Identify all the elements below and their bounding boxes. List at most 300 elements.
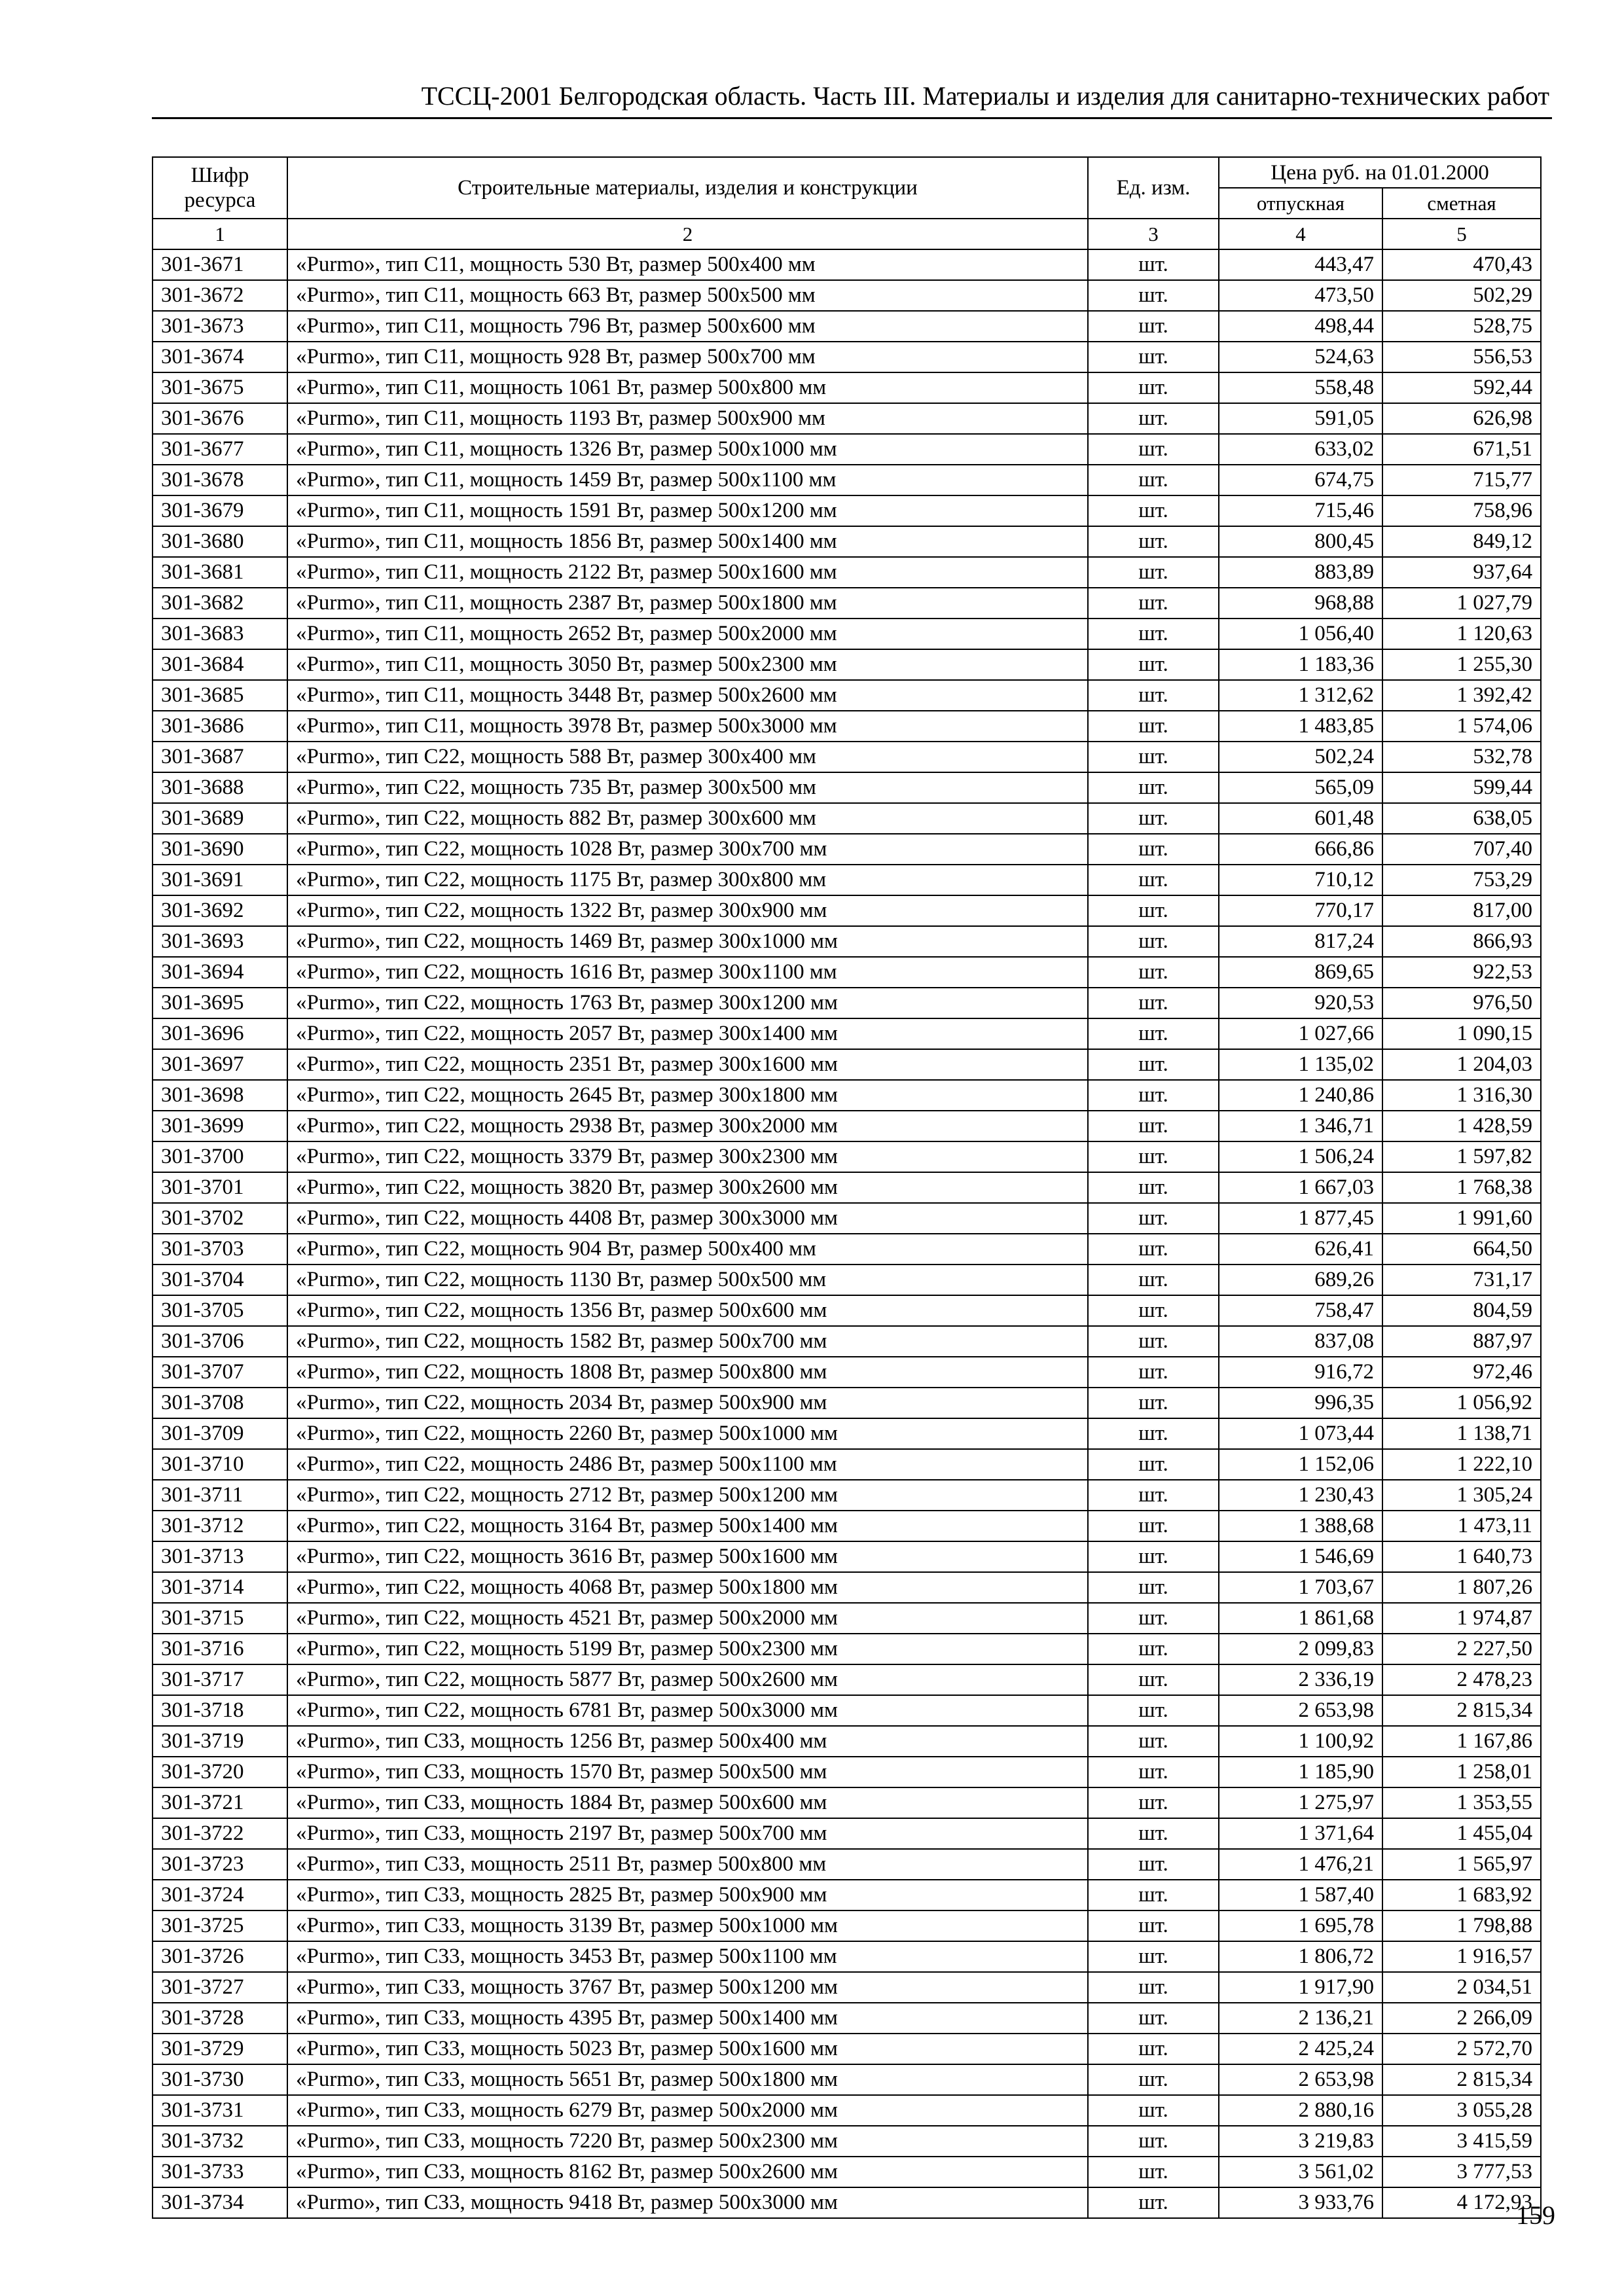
page-number: 159 [1516, 2200, 1555, 2230]
unit: шт. [1088, 1787, 1219, 1818]
material-name: «Purmo», тип С33, мощность 1256 Вт, размер 500х400 мм [287, 1726, 1088, 1757]
resource-code: 301-3710 [153, 1449, 287, 1480]
resource-code: 301-3712 [153, 1511, 287, 1541]
estimate-price: 1 056,92 [1382, 1388, 1541, 1418]
material-name: «Purmo», тип С33, мощность 3767 Вт, размер 500х1200 мм [287, 1972, 1088, 2003]
table-row [153, 2095, 1541, 2126]
estimate-price: 817,00 [1382, 895, 1541, 926]
table-row [153, 557, 1541, 588]
estimate-price: 1 120,63 [1382, 619, 1541, 649]
unit: шт. [1088, 311, 1219, 342]
resource-code: 301-3687 [153, 742, 287, 772]
estimate-price: 715,77 [1382, 465, 1541, 495]
table-row [153, 2157, 1541, 2187]
unit: шт. [1088, 1511, 1219, 1541]
table-row [153, 1203, 1541, 1234]
unit: шт. [1088, 772, 1219, 803]
estimate-price: 3 777,53 [1382, 2157, 1541, 2187]
material-name: «Purmo», тип С22, мощность 2034 Вт, размер 500х900 мм [287, 1388, 1088, 1418]
material-name: «Purmo», тип С33, мощность 5651 Вт, размер 500х1800 мм [287, 2064, 1088, 2095]
material-name: «Purmo», тип С11, мощность 2122 Вт, размер 500х1600 мм [287, 557, 1088, 588]
material-name: «Purmo», тип С33, мощность 2511 Вт, размер 500х800 мм [287, 1849, 1088, 1880]
estimate-price: 2 572,70 [1382, 2034, 1541, 2064]
table-row [153, 1449, 1541, 1480]
material-name: «Purmo», тип С22, мощность 1130 Вт, размер 500х500 мм [287, 1265, 1088, 1295]
estimate-price: 502,29 [1382, 280, 1541, 311]
table-row [153, 1664, 1541, 1695]
table-row [153, 2187, 1541, 2218]
unit: шт. [1088, 865, 1219, 895]
estimate-price: 532,78 [1382, 742, 1541, 772]
table-row [153, 311, 1541, 342]
unit: шт. [1088, 1572, 1219, 1603]
release-price: 2 425,24 [1219, 2034, 1382, 2064]
release-price: 1 695,78 [1219, 1910, 1382, 1941]
resource-code: 301-3709 [153, 1418, 287, 1449]
material-name: «Purmo», тип С22, мощность 1028 Вт, размер 300х700 мм [287, 834, 1088, 865]
release-price: 1 476,21 [1219, 1849, 1382, 1880]
release-price: 2 653,98 [1219, 2064, 1382, 2095]
resource-code: 301-3681 [153, 557, 287, 588]
estimate-price: 1 916,57 [1382, 1941, 1541, 1972]
table-row [153, 1480, 1541, 1511]
unit: шт. [1088, 1418, 1219, 1449]
table-row [153, 249, 1541, 280]
unit: шт. [1088, 1172, 1219, 1203]
resource-code: 301-3711 [153, 1480, 287, 1511]
table-row [153, 1541, 1541, 1572]
estimate-price: 866,93 [1382, 926, 1541, 957]
resource-code: 301-3678 [153, 465, 287, 495]
table-row [153, 1295, 1541, 1326]
estimate-price: 1 768,38 [1382, 1172, 1541, 1203]
unit: шт. [1088, 2187, 1219, 2218]
table-row [153, 1049, 1541, 1080]
table-row [153, 865, 1541, 895]
unit: шт. [1088, 1049, 1219, 1080]
release-price: 1 240,86 [1219, 1080, 1382, 1111]
release-price: 2 336,19 [1219, 1664, 1382, 1695]
material-name: «Purmo», тип С22, мощность 2645 Вт, размер 300х1800 мм [287, 1080, 1088, 1111]
material-name: «Purmo», тип С22, мощность 2260 Вт, размер 500х1000 мм [287, 1418, 1088, 1449]
table-row [153, 988, 1541, 1018]
release-price: 1 546,69 [1219, 1541, 1382, 1572]
estimate-price: 2 227,50 [1382, 1634, 1541, 1664]
table-row [153, 1111, 1541, 1141]
estimate-price: 2 815,34 [1382, 1695, 1541, 1726]
material-name: «Purmo», тип С11, мощность 1061 Вт, размер 500х800 мм [287, 372, 1088, 403]
table-row [153, 1695, 1541, 1726]
resource-code: 301-3695 [153, 988, 287, 1018]
unit: шт. [1088, 680, 1219, 711]
table-row [153, 2126, 1541, 2157]
unit: шт. [1088, 1357, 1219, 1388]
material-name: «Purmo», тип С22, мощность 2486 Вт, размер 500х1100 мм [287, 1449, 1088, 1480]
estimate-price: 1 392,42 [1382, 680, 1541, 711]
release-price: 920,53 [1219, 988, 1382, 1018]
release-price: 1 917,90 [1219, 1972, 1382, 2003]
release-price: 883,89 [1219, 557, 1382, 588]
estimate-price: 753,29 [1382, 865, 1541, 895]
unit: шт. [1088, 1910, 1219, 1941]
release-price: 1 135,02 [1219, 1049, 1382, 1080]
material-name: «Purmo», тип С22, мощность 3379 Вт, размер 300х2300 мм [287, 1141, 1088, 1172]
material-name: «Purmo», тип С11, мощность 1193 Вт, размер 500х900 мм [287, 403, 1088, 434]
estimate-price: 599,44 [1382, 772, 1541, 803]
table-row [153, 1080, 1541, 1111]
resource-code: 301-3700 [153, 1141, 287, 1172]
material-name: «Purmo», тип С11, мощность 2387 Вт, размер 500х1800 мм [287, 588, 1088, 619]
estimate-price: 1 222,10 [1382, 1449, 1541, 1480]
table-row [153, 495, 1541, 526]
estimate-price: 528,75 [1382, 311, 1541, 342]
material-name: «Purmo», тип С11, мощность 928 Вт, размер 500х700 мм [287, 342, 1088, 372]
resource-code: 301-3716 [153, 1634, 287, 1664]
estimate-price: 2 478,23 [1382, 1664, 1541, 1695]
resource-code: 301-3733 [153, 2157, 287, 2187]
unit: шт. [1088, 2095, 1219, 2126]
estimate-price: 1 258,01 [1382, 1757, 1541, 1787]
table-row [153, 1572, 1541, 1603]
estimate-price: 1 597,82 [1382, 1141, 1541, 1172]
table-row [153, 1234, 1541, 1265]
unit: шт. [1088, 895, 1219, 926]
material-name: «Purmo», тип С33, мощность 9418 Вт, размер 500х3000 мм [287, 2187, 1088, 2218]
unit: шт. [1088, 1388, 1219, 1418]
unit: шт. [1088, 957, 1219, 988]
table-row [153, 772, 1541, 803]
table-row [153, 465, 1541, 495]
material-name: «Purmo», тип С22, мощность 3164 Вт, размер 500х1400 мм [287, 1511, 1088, 1541]
unit: шт. [1088, 280, 1219, 311]
resource-code: 301-3689 [153, 803, 287, 834]
resource-code: 301-3732 [153, 2126, 287, 2157]
resource-code: 301-3705 [153, 1295, 287, 1326]
unit: шт. [1088, 1449, 1219, 1480]
material-name: «Purmo», тип С33, мощность 2197 Вт, размер 500х700 мм [287, 1818, 1088, 1849]
release-price: 1 877,45 [1219, 1203, 1382, 1234]
material-name: «Purmo», тип С22, мощность 3616 Вт, размер 500х1600 мм [287, 1541, 1088, 1572]
release-price: 1 346,71 [1219, 1111, 1382, 1141]
table-row [153, 1941, 1541, 1972]
header-unit: Ед. изм. [1088, 157, 1219, 219]
resource-code: 301-3713 [153, 1541, 287, 1572]
material-name: «Purmo», тип С11, мощность 3448 Вт, размер 500х2600 мм [287, 680, 1088, 711]
release-price: 1 587,40 [1219, 1880, 1382, 1910]
estimate-price: 731,17 [1382, 1265, 1541, 1295]
resource-code: 301-3723 [153, 1849, 287, 1880]
resource-code: 301-3703 [153, 1234, 287, 1265]
material-name: «Purmo», тип С33, мощность 8162 Вт, размер 500х2600 мм [287, 2157, 1088, 2187]
unit: шт. [1088, 926, 1219, 957]
estimate-price: 972,46 [1382, 1357, 1541, 1388]
release-price: 1 230,43 [1219, 1480, 1382, 1511]
material-name: «Purmo», тип С33, мощность 4395 Вт, размер 500х1400 мм [287, 2003, 1088, 2034]
material-name: «Purmo», тип С22, мощность 1616 Вт, размер 300х1100 мм [287, 957, 1088, 988]
material-name: «Purmo», тип С22, мощность 2057 Вт, размер 300х1400 мм [287, 1018, 1088, 1049]
material-name: «Purmo», тип С22, мощность 1582 Вт, размер 500х700 мм [287, 1326, 1088, 1357]
table-row [153, 1141, 1541, 1172]
material-name: «Purmo», тип С22, мощность 2351 Вт, размер 300х1600 мм [287, 1049, 1088, 1080]
unit: шт. [1088, 1603, 1219, 1634]
header-release-price: отпускная [1219, 188, 1382, 219]
material-name: «Purmo», тип С33, мощность 1570 Вт, размер 500х500 мм [287, 1757, 1088, 1787]
estimate-price: 1 974,87 [1382, 1603, 1541, 1634]
resource-code: 301-3682 [153, 588, 287, 619]
table-row [153, 1849, 1541, 1880]
table-row [153, 926, 1541, 957]
material-name: «Purmo», тип С22, мощность 4408 Вт, размер 300х3000 мм [287, 1203, 1088, 1234]
estimate-price: 4 172,93 [1382, 2187, 1541, 2218]
release-price: 2 099,83 [1219, 1634, 1382, 1664]
table-row [153, 1357, 1541, 1388]
unit: шт. [1088, 2064, 1219, 2095]
unit: шт. [1088, 2157, 1219, 2187]
release-price: 2 653,98 [1219, 1695, 1382, 1726]
unit: шт. [1088, 649, 1219, 680]
release-price: 674,75 [1219, 465, 1382, 495]
release-price: 626,41 [1219, 1234, 1382, 1265]
release-price: 443,47 [1219, 249, 1382, 280]
resource-code: 301-3722 [153, 1818, 287, 1849]
table-row [153, 803, 1541, 834]
resource-code: 301-3674 [153, 342, 287, 372]
release-price: 1 073,44 [1219, 1418, 1382, 1449]
resource-code: 301-3729 [153, 2034, 287, 2064]
table-row [153, 403, 1541, 434]
table-row [153, 1880, 1541, 1910]
resource-code: 301-3724 [153, 1880, 287, 1910]
table-row [153, 1726, 1541, 1757]
material-name: «Purmo», тип С11, мощность 3978 Вт, размер 500х3000 мм [287, 711, 1088, 742]
resource-code: 301-3727 [153, 1972, 287, 2003]
unit: шт. [1088, 1326, 1219, 1357]
table-row [153, 588, 1541, 619]
material-name: «Purmo», тип С33, мощность 3139 Вт, размер 500х1000 мм [287, 1910, 1088, 1941]
unit: шт. [1088, 1141, 1219, 1172]
unit: шт. [1088, 1080, 1219, 1111]
material-name: «Purmo», тип С11, мощность 1326 Вт, размер 500х1000 мм [287, 434, 1088, 465]
material-name: «Purmo», тип С22, мощность 588 Вт, размер 300х400 мм [287, 742, 1088, 772]
resource-code: 301-3672 [153, 280, 287, 311]
table-row [153, 2034, 1541, 2064]
material-name: «Purmo», тип С11, мощность 2652 Вт, размер 500х2000 мм [287, 619, 1088, 649]
resource-code: 301-3704 [153, 1265, 287, 1295]
resource-code: 301-3691 [153, 865, 287, 895]
release-price: 1 806,72 [1219, 1941, 1382, 1972]
resource-code: 301-3698 [153, 1080, 287, 1111]
release-price: 770,17 [1219, 895, 1382, 926]
release-price: 633,02 [1219, 434, 1382, 465]
release-price: 689,26 [1219, 1265, 1382, 1295]
estimate-price: 470,43 [1382, 249, 1541, 280]
estimate-price: 1 798,88 [1382, 1910, 1541, 1941]
table-row [153, 2064, 1541, 2095]
table-row [153, 834, 1541, 865]
unit: шт. [1088, 1480, 1219, 1511]
estimate-price: 922,53 [1382, 957, 1541, 988]
table-row [153, 1910, 1541, 1941]
table-row [153, 680, 1541, 711]
resource-code: 301-3707 [153, 1357, 287, 1388]
material-name: «Purmo», тип С22, мощность 904 Вт, размер 500х400 мм [287, 1234, 1088, 1265]
estimate-price: 804,59 [1382, 1295, 1541, 1326]
table-row [153, 372, 1541, 403]
unit: шт. [1088, 434, 1219, 465]
resource-code: 301-3734 [153, 2187, 287, 2218]
header-name: Строительные материалы, изделия и конструкции [287, 157, 1088, 219]
resource-code: 301-3702 [153, 1203, 287, 1234]
resource-code: 301-3714 [153, 1572, 287, 1603]
material-name: «Purmo», тип С22, мощность 3820 Вт, размер 300х2600 мм [287, 1172, 1088, 1203]
column-number: 4 [1219, 219, 1382, 249]
material-name: «Purmo», тип С22, мощность 1763 Вт, размер 300х1200 мм [287, 988, 1088, 1018]
resource-code: 301-3692 [153, 895, 287, 926]
material-name: «Purmo», тип С11, мощность 1591 Вт, размер 500х1200 мм [287, 495, 1088, 526]
release-price: 1 861,68 [1219, 1603, 1382, 1634]
material-name: «Purmo», тип С33, мощность 2825 Вт, размер 500х900 мм [287, 1880, 1088, 1910]
release-price: 1 275,97 [1219, 1787, 1382, 1818]
estimate-price: 1 574,06 [1382, 711, 1541, 742]
unit: шт. [1088, 1849, 1219, 1880]
resource-code: 301-3721 [153, 1787, 287, 1818]
column-number: 5 [1382, 219, 1541, 249]
estimate-price: 1 255,30 [1382, 649, 1541, 680]
material-name: «Purmo», тип С33, мощность 1884 Вт, размер 500х600 мм [287, 1787, 1088, 1818]
release-price: 666,86 [1219, 834, 1382, 865]
release-price: 1 506,24 [1219, 1141, 1382, 1172]
release-price: 2 136,21 [1219, 2003, 1382, 2034]
estimate-price: 1 138,71 [1382, 1418, 1541, 1449]
table-row [153, 280, 1541, 311]
estimate-price: 1 353,55 [1382, 1787, 1541, 1818]
resource-code: 301-3699 [153, 1111, 287, 1141]
resource-code: 301-3728 [153, 2003, 287, 2034]
unit: шт. [1088, 526, 1219, 557]
resource-code: 301-3708 [153, 1388, 287, 1418]
material-name: «Purmo», тип С33, мощность 6279 Вт, размер 500х2000 мм [287, 2095, 1088, 2126]
material-name: «Purmo», тип С22, мощность 5877 Вт, размер 500х2600 мм [287, 1664, 1088, 1695]
estimate-price: 849,12 [1382, 526, 1541, 557]
release-price: 715,46 [1219, 495, 1382, 526]
header-code: Шифр ресурса [153, 157, 287, 219]
resource-code: 301-3671 [153, 249, 287, 280]
release-price: 1 152,06 [1219, 1449, 1382, 1480]
resource-code: 301-3677 [153, 434, 287, 465]
release-price: 758,47 [1219, 1295, 1382, 1326]
estimate-price: 2 034,51 [1382, 1972, 1541, 2003]
unit: шт. [1088, 1295, 1219, 1326]
unit: шт. [1088, 1726, 1219, 1757]
resource-code: 301-3676 [153, 403, 287, 434]
estimate-price: 1 428,59 [1382, 1111, 1541, 1141]
release-price: 601,48 [1219, 803, 1382, 834]
estimate-price: 887,97 [1382, 1326, 1541, 1357]
release-price: 837,08 [1219, 1326, 1382, 1357]
table-row [153, 1787, 1541, 1818]
material-name: «Purmo», тип С22, мощность 4068 Вт, размер 500х1800 мм [287, 1572, 1088, 1603]
unit: шт. [1088, 619, 1219, 649]
unit: шт. [1088, 2126, 1219, 2157]
release-price: 565,09 [1219, 772, 1382, 803]
page-header-title: ТССЦ-2001 Белгородская область. Часть III. Материалы и изделия для санитарно-технических работ [421, 81, 1549, 111]
resource-code: 301-3730 [153, 2064, 287, 2095]
table-row [153, 1603, 1541, 1634]
material-name: «Purmo», тип С11, мощность 1856 Вт, размер 500х1400 мм [287, 526, 1088, 557]
resource-code: 301-3675 [153, 372, 287, 403]
resource-code: 301-3725 [153, 1910, 287, 1941]
table-row [153, 1818, 1541, 1849]
resource-code: 301-3685 [153, 680, 287, 711]
resource-code: 301-3696 [153, 1018, 287, 1049]
unit: шт. [1088, 1634, 1219, 1664]
release-price: 1 483,85 [1219, 711, 1382, 742]
unit: шт. [1088, 711, 1219, 742]
table-row [153, 434, 1541, 465]
header-price-group: Цена руб. на 01.01.2000 [1219, 157, 1541, 188]
estimate-price: 1 807,26 [1382, 1572, 1541, 1603]
material-name: «Purmo», тип С22, мощность 5199 Вт, размер 500х2300 мм [287, 1634, 1088, 1664]
release-price: 916,72 [1219, 1357, 1382, 1388]
release-price: 996,35 [1219, 1388, 1382, 1418]
estimate-price: 626,98 [1382, 403, 1541, 434]
estimate-price: 758,96 [1382, 495, 1541, 526]
resource-code: 301-3697 [153, 1049, 287, 1080]
resource-code: 301-3673 [153, 311, 287, 342]
estimate-price: 1 683,92 [1382, 1880, 1541, 1910]
column-number: 3 [1088, 219, 1219, 249]
resource-code: 301-3720 [153, 1757, 287, 1787]
table-row [153, 1388, 1541, 1418]
resource-code: 301-3718 [153, 1695, 287, 1726]
unit: шт. [1088, 1972, 1219, 2003]
release-price: 800,45 [1219, 526, 1382, 557]
resource-code: 301-3683 [153, 619, 287, 649]
table-row [153, 526, 1541, 557]
unit: шт. [1088, 1941, 1219, 1972]
table-row [153, 1418, 1541, 1449]
release-price: 1 056,40 [1219, 619, 1382, 649]
resource-code: 301-3690 [153, 834, 287, 865]
unit: шт. [1088, 465, 1219, 495]
unit: шт. [1088, 1664, 1219, 1695]
material-name: «Purmo», тип С22, мощность 4521 Вт, размер 500х2000 мм [287, 1603, 1088, 1634]
estimate-price: 1 204,03 [1382, 1049, 1541, 1080]
release-price: 710,12 [1219, 865, 1382, 895]
table-row [153, 711, 1541, 742]
resource-code: 301-3684 [153, 649, 287, 680]
material-name: «Purmo», тип С22, мощность 1808 Вт, размер 500х800 мм [287, 1357, 1088, 1388]
unit: шт. [1088, 372, 1219, 403]
estimate-price: 2 815,34 [1382, 2064, 1541, 2095]
table-row [153, 619, 1541, 649]
table-row [153, 742, 1541, 772]
estimate-price: 1 090,15 [1382, 1018, 1541, 1049]
table-row [153, 1326, 1541, 1357]
estimate-price: 1 991,60 [1382, 1203, 1541, 1234]
price-table [152, 156, 1542, 2219]
material-name: «Purmo», тип С11, мощность 530 Вт, размер 500х400 мм [287, 249, 1088, 280]
unit: шт. [1088, 1018, 1219, 1049]
release-price: 1 388,68 [1219, 1511, 1382, 1541]
estimate-price: 1 473,11 [1382, 1511, 1541, 1541]
unit: шт. [1088, 1880, 1219, 1910]
resource-code: 301-3715 [153, 1603, 287, 1634]
material-name: «Purmo», тип С11, мощность 796 Вт, размер 500х600 мм [287, 311, 1088, 342]
table-row [153, 1172, 1541, 1203]
table-row [153, 1972, 1541, 2003]
unit: шт. [1088, 495, 1219, 526]
